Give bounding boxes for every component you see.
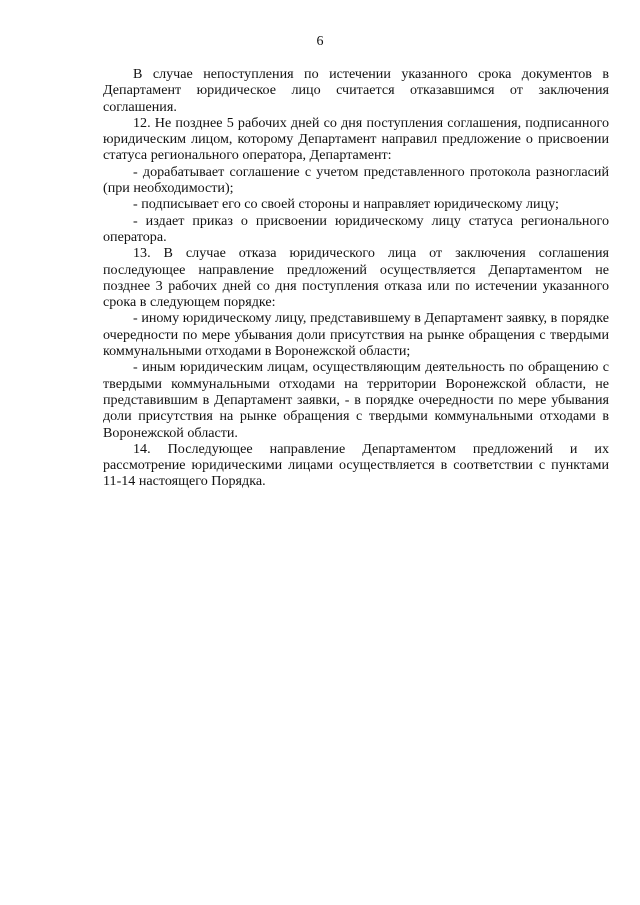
document-body bbox=[103, 66, 609, 490]
paragraph-item-12: 12. Не позднее 5 рабочих дней со дня поступления соглашения, подписанного юридическим лицом, которому Департамент направил предложение о присвоении статуса регионального оператора, Департамент: bbox=[103, 114, 609, 164]
list-item-sign-agreement: - подписывает его со своей стороны и направляет юридическому лицу; bbox=[133, 196, 559, 213]
list-item-finalize-agreement: - дорабатывает соглашение с учетом представленного протокола разногласий (при необходимости); bbox=[103, 163, 609, 197]
paragraph-item-13: 13. В случае отказа юридического лица от заключения соглашения последующее направление предложений осуществляется Департаментом не позднее 3 рабочих дней со дня поступления отказа или по истечении указанного срока в следующем порядке: bbox=[103, 245, 609, 311]
list-item-next-applicant: - иному юридическому лицу, представившему в Департамент заявку, в порядке очередности по мере убывания доли присутствия на рынке обращения с твердыми коммунальными отходами в Воронежской области; bbox=[103, 310, 609, 360]
page-number: 6 bbox=[316, 34, 324, 49]
list-item-issue-order: - издает приказ о присвоении юридическому лицу статуса регионального оператора. bbox=[103, 212, 609, 245]
paragraph-deadline-refusal: В случае непоступления по истечении указанного срока документов в Департамент юридическое лицо считается отказавшимся от заключения соглашения. bbox=[103, 66, 609, 115]
list-item-other-entities: - иным юридическим лицам, осуществляющим деятельность по обращению с твердыми коммунальными отходами на территории Воронежской области, не представившим в Департамент заявки, - в порядке очередности по мере убывания доли присутствия на рынке обращения с твердыми коммунальными отходами в Воронежской области. bbox=[103, 359, 609, 441]
paragraph-item-14: 14. Последующее направление Департаментом предложений и их рассмотрение юридическими лицами осуществляется в соответствии с пунктами 11-14 настоящего Порядка. bbox=[103, 440, 609, 490]
